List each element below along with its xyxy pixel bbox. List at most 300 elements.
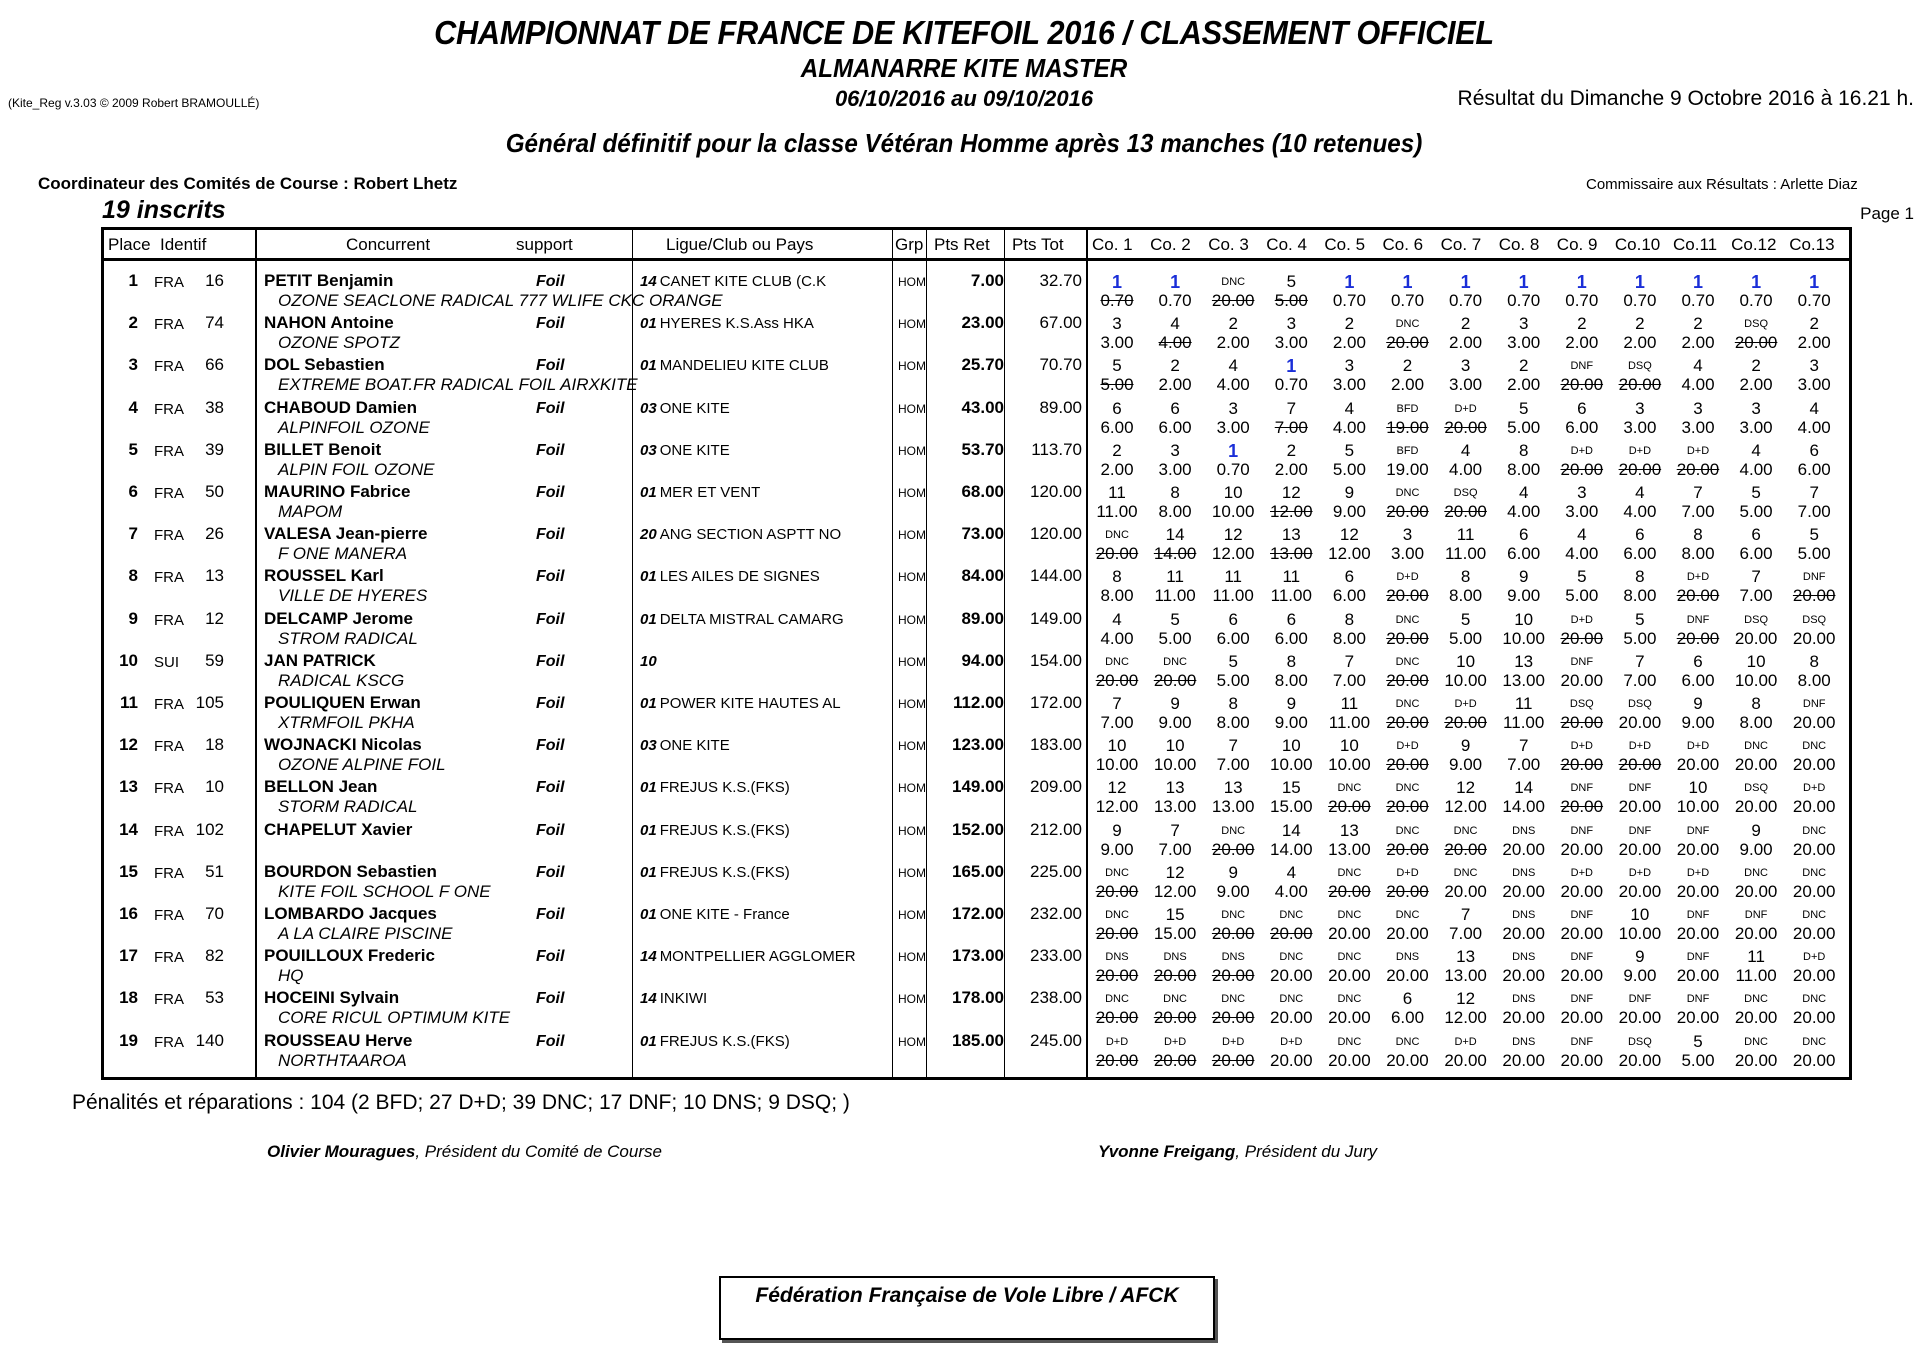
race-score: 20.00 <box>1734 1008 1778 1028</box>
race-score-discarded: 20.00 <box>1386 333 1429 353</box>
race-rank: 11 <box>1166 567 1184 587</box>
race-score: 20.00 <box>1444 1050 1487 1070</box>
race-score-discarded: 20.00 <box>1560 459 1604 479</box>
race-rank: D+D <box>1803 782 1826 795</box>
col-header-race: Co.10 <box>1614 235 1661 254</box>
race-score: 10.00 <box>1328 755 1371 775</box>
race-score-discarded: 20.00 <box>1676 586 1720 606</box>
club <box>640 653 660 670</box>
race-score-discarded: 20.00 <box>1095 966 1139 986</box>
sponsor-line: EXTREME BOAT.FR RADICAL FOIL AIRXKITE <box>278 375 638 395</box>
group: HOM <box>898 739 926 754</box>
race-score: 20.00 <box>1618 797 1662 817</box>
sponsor-line: MAPOM <box>278 502 343 521</box>
race-rank: 7 <box>1112 694 1122 713</box>
place: 4 <box>128 397 138 417</box>
sponsor-line: OZONE SPOTZ <box>278 333 400 353</box>
points-total: 232.00 <box>1030 904 1082 923</box>
race-rank: 5 <box>1635 609 1645 629</box>
race-score-discarded: 20.00 <box>1560 755 1604 775</box>
race-rank: 1 <box>1402 272 1413 292</box>
race-rank: 10 <box>1281 736 1301 756</box>
race-rank: 8 <box>1170 483 1180 502</box>
points-total: 120.00 <box>1030 482 1082 501</box>
race-rank: 12 <box>1165 862 1185 882</box>
race-rank: 11 <box>1108 483 1126 502</box>
race-rank: 7 <box>1693 483 1703 502</box>
group: HOM <box>898 697 926 711</box>
race-rank: 3 <box>1112 314 1122 334</box>
race-score-discarded: 5.00 <box>1100 375 1134 395</box>
race-rank: 7 <box>1635 651 1645 671</box>
league-code: 01 <box>640 484 657 501</box>
sail-number: 66 <box>205 355 224 375</box>
race-score: 7.00 <box>1216 755 1250 775</box>
race-rank: DNF <box>1686 993 1710 1006</box>
sponsor-line: F ONE MANERA <box>278 544 408 564</box>
race-rank: 15 <box>1165 905 1185 924</box>
support-type: Foil <box>536 948 565 966</box>
race-score: 11.00 <box>1503 713 1545 732</box>
club <box>640 990 707 1007</box>
competitor-name: DELCAMP Jerome <box>264 608 413 628</box>
race-rank: DNC <box>1221 993 1246 1006</box>
sponsor-line: HQ <box>278 966 304 986</box>
sail-number: 82 <box>205 946 224 966</box>
race-score: 3.00 <box>1449 375 1483 395</box>
race-score: 20.00 <box>1618 839 1662 859</box>
race-rank: 2 <box>1402 356 1413 376</box>
competitor-name: PETIT Benjamin <box>264 271 394 290</box>
race-score-discarded: 20.00 <box>1560 713 1604 732</box>
race-rank: DNC <box>1279 951 1304 964</box>
race-rank: 1 <box>1111 272 1122 292</box>
place: 6 <box>128 482 138 501</box>
nationality: FRA <box>154 738 184 756</box>
league-code: 14 <box>640 273 657 290</box>
sail-number: 12 <box>205 608 224 628</box>
points-total: 32.70 <box>1039 271 1082 290</box>
race-score: 6.00 <box>1216 628 1250 648</box>
race-rank: 12 <box>1339 525 1359 545</box>
nationality: SUI <box>154 653 180 671</box>
race-score: 8.00 <box>1797 670 1831 690</box>
race-score: 20.00 <box>1386 924 1429 943</box>
race-rank: DSQ <box>1569 698 1594 710</box>
race-score-discarded: 20.00 <box>1328 881 1371 901</box>
race-rank: 10 <box>1514 609 1534 629</box>
race-rank: DNF <box>1686 909 1710 921</box>
league-code: 10 <box>640 652 657 670</box>
race-score: 4.00 <box>1274 881 1308 901</box>
col-header-place: Place <box>108 235 151 254</box>
race-rank: 3 <box>1286 314 1297 334</box>
race-rank: D+D <box>1454 1035 1477 1048</box>
sponsor-line: RADICAL KSCG <box>278 670 405 690</box>
race-rank: 10 <box>1339 736 1359 756</box>
nationality: FRA <box>154 822 184 840</box>
race-rank: 1 <box>1809 272 1820 292</box>
race-rank: 6 <box>1693 651 1703 671</box>
race-rank: 5 <box>1228 651 1238 671</box>
race-rank: 12 <box>1107 778 1127 798</box>
place: 15 <box>119 861 138 881</box>
race-rank: 7 <box>1518 736 1529 756</box>
nationality: FRA <box>154 400 184 418</box>
race-score: 20.00 <box>1618 1050 1662 1070</box>
race-score-discarded: 20.00 <box>1095 670 1139 690</box>
race-rank: 5 <box>1693 1031 1703 1051</box>
race-rank: 6 <box>1809 440 1819 460</box>
race-rank: 8 <box>1518 440 1529 460</box>
race-score: 7.00 <box>1449 924 1483 943</box>
race-score: 10.00 <box>1095 755 1139 775</box>
race-rank: DNF <box>1570 360 1594 373</box>
race-score: 3.00 <box>1158 459 1192 479</box>
race-rank: D+D <box>1222 1035 1245 1048</box>
race-rank: D+D <box>1686 444 1710 457</box>
race-rank: D+D <box>1686 571 1710 584</box>
race-rank: DNC <box>1337 1035 1362 1048</box>
race-score: 4.00 <box>1332 417 1366 437</box>
race-rank: DNF <box>1570 993 1594 1006</box>
sail-number: 140 <box>195 1030 224 1050</box>
results-table <box>101 227 1852 1080</box>
sponsor-line: CORE RICUL OPTIMUM KITE <box>278 1008 511 1028</box>
race-score: 11.00 <box>1096 502 1138 521</box>
sponsor-line: A LA CLAIRE PISCINE <box>278 924 453 943</box>
col-header-race: Co. 7 <box>1440 235 1482 254</box>
race-rank: D+D <box>1454 698 1477 710</box>
race-score-discarded: 20.00 <box>1153 1050 1197 1070</box>
race-score: 10.00 <box>1444 670 1487 690</box>
club-name: INKIWI <box>659 990 708 1008</box>
race-rank: DNC <box>1744 1035 1769 1048</box>
race-rank: D+D <box>1628 740 1652 753</box>
race-score: 2.00 <box>1390 375 1425 395</box>
race-rank: DSQ <box>1627 360 1652 373</box>
competitor-name: VALESA Jean-pierre <box>264 524 428 544</box>
race-rank: DNF <box>1686 951 1710 964</box>
signature-jury <box>1098 1142 1377 1162</box>
place: 12 <box>119 735 138 755</box>
federation-box <box>719 1276 1215 1340</box>
race-rank: DSQ <box>1453 487 1478 499</box>
sail-number: 26 <box>205 524 224 544</box>
race-rank: 7 <box>1751 567 1761 587</box>
league-code: 01 <box>640 357 657 375</box>
race-score: 3.00 <box>1390 544 1425 564</box>
race-rank: 14 <box>1514 778 1534 798</box>
sponsor-line: KITE FOIL SCHOOL F ONE <box>278 881 491 901</box>
race-rank: 3 <box>1402 525 1413 545</box>
race-rank: DNC <box>1744 866 1769 879</box>
place: 11 <box>120 693 138 712</box>
race-rank: 8 <box>1286 651 1297 671</box>
race-score: 7.00 <box>1332 670 1366 690</box>
race-score-discarded: 12.00 <box>1270 502 1313 521</box>
race-rank: DNC <box>1221 824 1246 837</box>
points-retained: 94.00 <box>961 650 1004 670</box>
table-row <box>104 437 1849 479</box>
race-score: 20.00 <box>1502 839 1545 859</box>
col-header-identif: Identif <box>160 235 207 254</box>
col-header-race: Co.12 <box>1731 235 1777 254</box>
race-score: 11.00 <box>1154 586 1196 606</box>
race-score: 13.00 <box>1328 839 1371 859</box>
race-rank: 2 <box>1112 440 1122 460</box>
group: HOM <box>898 401 926 416</box>
race-score-discarded: 20.00 <box>1386 502 1429 521</box>
race-score: 0.70 <box>1332 291 1366 310</box>
competitor-name: HOCEINI Sylvain <box>264 988 400 1008</box>
race-score: 5.00 <box>1332 459 1366 479</box>
race-rank: 12 <box>1456 989 1476 1009</box>
sponsor-line: STROM RADICAL <box>278 628 418 648</box>
race-score: 12.00 <box>1153 881 1197 901</box>
support-type: Foil <box>536 863 565 881</box>
table-row <box>104 395 1849 437</box>
league-code: 01 <box>640 821 657 839</box>
race-rank: 4 <box>1693 356 1703 376</box>
race-score: 5.00 <box>1216 670 1250 690</box>
race-score: 3.00 <box>1681 417 1715 437</box>
race-rank: 6 <box>1402 989 1413 1009</box>
nationality: FRA <box>154 991 184 1009</box>
race-rank: DNS <box>1512 1035 1536 1048</box>
sail-number: 59 <box>205 650 224 670</box>
group: HOM <box>898 865 926 880</box>
race-score: 20.00 <box>1734 924 1778 943</box>
race-rank: 4 <box>1112 609 1122 629</box>
race-rank: 4 <box>1344 398 1355 418</box>
race-rank: 7 <box>1809 483 1819 502</box>
sail-number: 70 <box>205 904 224 923</box>
race-score: 6.00 <box>1390 1008 1425 1028</box>
table-row <box>104 1028 1849 1070</box>
club-name: ONE KITE <box>659 399 730 417</box>
race-score-discarded: 19.00 <box>1386 417 1429 437</box>
race-score-discarded: 20.00 <box>1153 966 1197 986</box>
race-rank: D+D <box>1803 951 1826 964</box>
race-rank: DNF <box>1570 1035 1594 1048</box>
race-score: 8.00 <box>1623 586 1657 606</box>
race-score: 20.00 <box>1270 1050 1313 1070</box>
race-rank: DNC <box>1337 909 1362 921</box>
race-score: 7.00 <box>1158 839 1192 859</box>
race-score: 5.00 <box>1623 628 1657 648</box>
race-rank: 6 <box>1286 609 1297 629</box>
race-rank: DNC <box>1105 993 1129 1006</box>
sail-number: 51 <box>205 861 224 881</box>
race-rank: D+D <box>1570 866 1593 879</box>
place: 7 <box>128 524 138 544</box>
race-score: 12.00 <box>1444 797 1487 817</box>
race-rank: 5 <box>1170 609 1180 629</box>
race-rank: DNC <box>1395 487 1420 499</box>
table-row <box>104 648 1849 690</box>
race-rank: DNF <box>1802 698 1826 710</box>
club <box>640 864 790 881</box>
race-score: 3.00 <box>1565 502 1599 521</box>
race-score: 20.00 <box>1792 755 1836 775</box>
race-score: 5.00 <box>1681 1050 1715 1070</box>
club-name: POWER KITE HAUTES AL <box>659 695 841 712</box>
table-row <box>104 901 1849 943</box>
place: 18 <box>119 988 138 1008</box>
support-type: Foil <box>536 1032 565 1050</box>
race-score-discarded: 20.00 <box>1560 797 1604 817</box>
race-rank: 1 <box>1344 272 1355 292</box>
race-score: 0.70 <box>1274 375 1308 395</box>
race-rank: DNC <box>1802 1035 1827 1048</box>
race-rank: 1 <box>1170 272 1181 292</box>
competitor-name: DOL Sebastien <box>264 355 385 375</box>
race-score: 2.00 <box>1158 375 1192 395</box>
race-rank: 4 <box>1809 398 1819 418</box>
race-score: 3.00 <box>1623 417 1657 437</box>
race-score: 2.00 <box>1681 333 1715 353</box>
race-score: 10.00 <box>1618 924 1662 943</box>
race-score-discarded: 20.00 <box>1386 713 1429 732</box>
place: 8 <box>128 566 138 586</box>
race-rank: 10 <box>1165 736 1185 756</box>
club-name: DELTA MISTRAL CAMARG <box>659 610 844 628</box>
event-dates: 06/10/2016 au 09/10/2016 <box>834 86 1094 111</box>
race-rank: 2 <box>1344 314 1355 334</box>
race-rank: 1 <box>1228 440 1239 461</box>
race-score: 2.00 <box>1507 375 1541 395</box>
race-rank: 4 <box>1460 440 1471 460</box>
race-score: 20.00 <box>1560 966 1604 986</box>
race-rank: D+D <box>1396 866 1419 879</box>
signatory-name: Yvonne Freigang <box>1098 1142 1236 1161</box>
race-score: 11.00 <box>1328 713 1371 732</box>
race-rank: 2 <box>1228 314 1238 334</box>
race-score-discarded: 7.00 <box>1274 417 1308 437</box>
competitor-name: ROUSSEL Karl <box>264 566 384 586</box>
race-score-discarded: 20.00 <box>1444 839 1487 859</box>
race-score: 8.00 <box>1332 628 1366 648</box>
club <box>640 400 730 417</box>
points-retained: 68.00 <box>961 482 1004 501</box>
points-total: 225.00 <box>1030 861 1082 881</box>
race-score: 14.00 <box>1270 839 1313 859</box>
race-rank: DNC <box>1395 909 1420 921</box>
support-type: Foil <box>536 399 565 417</box>
col-header-race: Co. 9 <box>1556 235 1598 254</box>
race-rank: 7 <box>1170 820 1180 840</box>
race-score: 6.00 <box>1158 417 1192 437</box>
race-score: 12.00 <box>1095 797 1139 817</box>
club <box>640 357 829 374</box>
race-score: 12.00 <box>1444 1008 1487 1028</box>
group: HOM <box>898 950 926 965</box>
points-retained: 112.00 <box>952 693 1004 712</box>
col-header-race: Co. 2 <box>1150 235 1191 254</box>
race-score-discarded: 20.00 <box>1153 1008 1197 1028</box>
race-score: 15.00 <box>1153 924 1197 943</box>
group: HOM <box>898 823 926 838</box>
race-rank: D+D <box>1628 866 1652 879</box>
competitor-name: LOMBARDO Jacques <box>264 904 437 923</box>
race-rank: DNC <box>1337 866 1362 879</box>
race-rank: 13 <box>1514 651 1534 671</box>
race-score: 4.00 <box>1507 502 1541 521</box>
sail-number: 102 <box>195 819 224 839</box>
race-score: 0.70 <box>1681 291 1715 310</box>
race-score-discarded: 20.00 <box>1328 797 1371 817</box>
points-retained: 73.00 <box>961 524 1004 544</box>
nationality: FRA <box>154 358 184 376</box>
support-type: Foil <box>536 821 565 839</box>
group: HOM <box>898 317 926 332</box>
race-score: 20.00 <box>1792 924 1836 943</box>
points-total: 238.00 <box>1030 988 1082 1008</box>
competitor-name: POULIQUEN Erwan <box>264 693 421 712</box>
race-score-discarded: 20.00 <box>1095 544 1139 564</box>
race-score: 13.00 <box>1153 797 1197 817</box>
points-total: 209.00 <box>1030 777 1082 797</box>
race-rank: 3 <box>1228 398 1238 418</box>
sail-number: 13 <box>205 566 224 586</box>
club <box>640 442 730 459</box>
race-rank: 3 <box>1809 356 1819 376</box>
club <box>640 568 820 585</box>
points-total: 120.00 <box>1030 524 1082 544</box>
place: 17 <box>119 946 138 966</box>
race-rank: 11 <box>1514 694 1533 713</box>
sponsor-line: OZONE ALPINE FOIL <box>278 755 446 775</box>
race-score-discarded: 20.00 <box>1444 417 1487 437</box>
race-rank: DSQ <box>1627 1035 1652 1048</box>
group: HOM <box>898 486 926 500</box>
race-rank: BFD <box>1396 444 1419 457</box>
place: 13 <box>119 777 138 797</box>
race-rank: DNF <box>1570 951 1594 964</box>
race-score: 0.70 <box>1158 291 1192 310</box>
race-rank: DNS <box>1105 951 1129 964</box>
race-rank: D+D <box>1570 613 1593 626</box>
club-name: FREJUS K.S.(FKS) <box>659 779 790 797</box>
race-rank: DNC <box>1395 613 1420 626</box>
race-score: 10.00 <box>1676 797 1720 817</box>
race-rank: DNC <box>1453 824 1478 837</box>
race-score: 5.00 <box>1507 417 1541 437</box>
race-score: 20.00 <box>1502 924 1545 943</box>
race-rank: 2 <box>1577 314 1587 334</box>
race-rank: DNC <box>1105 909 1129 921</box>
race-rank: DSQ <box>1744 613 1769 626</box>
race-score: 4.00 <box>1216 375 1250 395</box>
race-rank: D+D <box>1396 571 1419 584</box>
race-score: 6.00 <box>1623 544 1657 564</box>
race-score-discarded: 20.00 <box>1095 1008 1139 1028</box>
result-timestamp: Résultat du Dimanche 9 Octobre 2016 à 16.21 h. <box>1457 87 1914 110</box>
race-rank: DNC <box>1163 655 1188 668</box>
race-rank: 6 <box>1344 567 1355 587</box>
competitor-name: WOJNACKI Nicolas <box>264 735 422 755</box>
race-score: 11.00 <box>1270 586 1312 606</box>
race-score: 2.00 <box>1739 375 1773 395</box>
sail-number: 18 <box>205 735 224 755</box>
race-score-discarded: 20.00 <box>1386 881 1429 901</box>
group: HOM <box>898 612 926 627</box>
nationality: FRA <box>154 316 184 334</box>
race-score: 7.00 <box>1797 502 1831 521</box>
points-total: 233.00 <box>1030 946 1082 966</box>
table-row <box>104 732 1849 774</box>
